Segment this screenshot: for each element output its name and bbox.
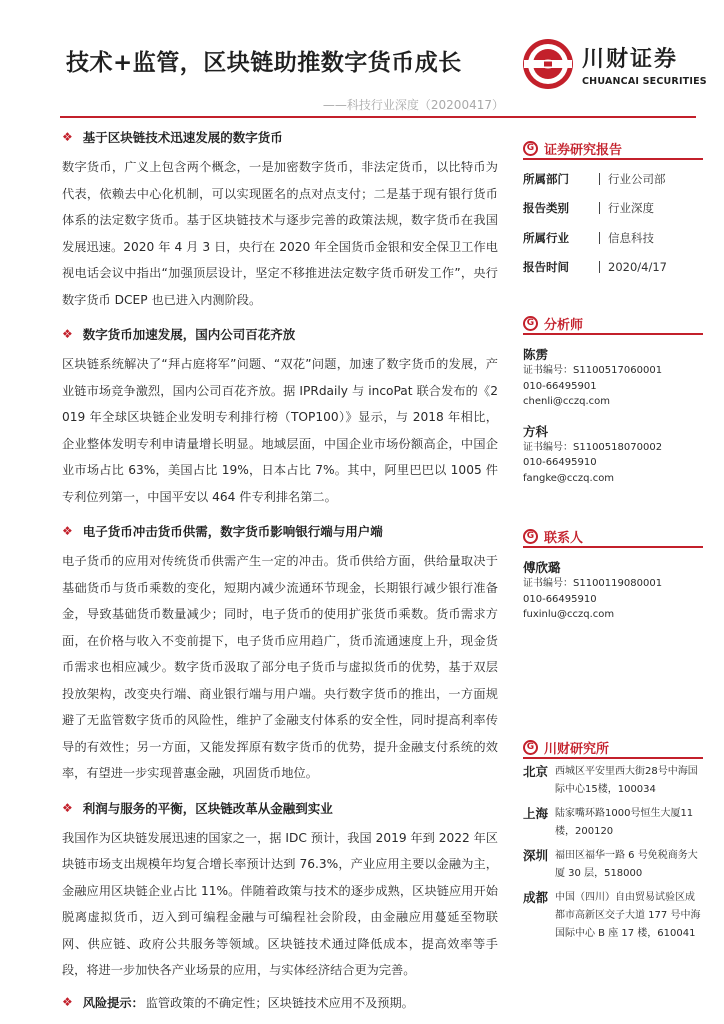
analyst-phone: 010-66495910	[523, 457, 597, 468]
section-heading-text: 利润与服务的平衡，区块链改革从金融到实业	[82, 800, 333, 816]
section-digital-currency	[62, 126, 498, 313]
institute-heading	[523, 737, 703, 759]
brand-badge-icon: G	[523, 316, 538, 331]
analyst-cert: 证书编号：S1100518070002	[523, 441, 663, 453]
report-subtitle: ——科技行业深度（20200417）	[322, 98, 504, 112]
section-profit-service	[62, 797, 498, 984]
section-heading	[62, 797, 498, 819]
section-paragraph: 区块链系统解决了“拜占庭将军”问题、“双花”问题，加速了数字货币的发展，产业链市场竞争激烈，国内公司百花齐放。据 IPRdaily 与 incoPat 联合发布的《2019 年全球区块链企业发明专利排行榜（TOP100）》显示，与 2018 年相比，企业整体发明专利申请量增长明显。地域层面，中国企业市场份额高企，中国企业市场占比 63%，美国占比 19%，日本占比 7%。其中，阿里巴巴以 1005 件专利位列第一，中国平安以 464 件专利排名第二。	[62, 357, 498, 504]
diamond-bullet-icon: ❖	[62, 524, 73, 538]
analyst-email[interactable]: fangke@cczq.com	[523, 472, 615, 484]
contact-email[interactable]: fuxinlu@cczq.com	[523, 609, 615, 620]
analyst-panel	[523, 313, 703, 486]
section-heading	[62, 520, 498, 542]
analyst-phone: 010-66495901	[523, 380, 597, 392]
section-paragraph: 我国作为区块链发展迅速的国家之一，据 IDC 预计，我国 2019 年到 2022 年区块链市场支出规模年均复合增长率预计达到 76.3%，产业应用主要以金融为主，金融应用区块链企业占比 11%。伴随着政策与技术的逐步成熟，区块链应用开始脱离虚拟货币，迈入到可编程金融与可编程社会阶段，由金融应用蔓延至物联网、供应链、政府公共服务等领域。区块链技术通过降低成本，提高效率等手段，将进一步加快各产业场景的应用，与实体经济结合更为完善。	[62, 830, 498, 977]
office-shenzhen: 深圳 福田区福华一路 6 号免税商务大厦 30 层，518000	[523, 848, 698, 879]
brand-badge-icon: G	[523, 740, 538, 755]
risk-warning	[62, 994, 498, 1011]
analyst-card	[523, 422, 703, 487]
report-info-title: 证券研究报告	[544, 142, 623, 158]
section-heading-text: 数字货币加速发展，国内公司百花齐放	[82, 327, 296, 342]
analyst-name: 陈雳	[523, 347, 549, 362]
chuancai-logo-icon	[522, 38, 574, 90]
info-row-date: 报告时间 2020/4/17	[523, 260, 667, 275]
section-heading-text: 电子货币冲击货币供需，数字货币影响银行端与用户端	[82, 524, 383, 539]
info-row-category: 报告类别 行业深度	[523, 201, 654, 216]
company-logo	[522, 36, 712, 96]
analyst-email[interactable]: chenli@cczq.com	[523, 396, 611, 407]
contact-panel	[523, 526, 703, 623]
risk-label: 风险提示：	[82, 995, 144, 1010]
brand-badge-icon: G	[523, 141, 538, 156]
contact-title: 联系人	[544, 530, 584, 546]
analyst-card	[523, 345, 703, 410]
diamond-bullet-icon: ❖	[62, 130, 73, 144]
header-divider	[60, 116, 696, 118]
diamond-bullet-icon: ❖	[62, 800, 73, 815]
office-chengdu: 成都 中国（四川）自由贸易试验区成都市高新区交子大道 177 号中海国际中心 B 座 17 楼，610041	[523, 890, 701, 939]
report-info-heading	[523, 138, 703, 160]
office-shanghai: 上海 陆家嘴环路1000号恒生大厦11楼，200120	[523, 806, 694, 837]
contact-card	[523, 558, 703, 623]
info-row-industry: 所属行业 信息科技	[523, 230, 654, 245]
institute-panel	[523, 737, 703, 943]
risk-text: 监管政策的不确定性；区块链技术应用不及预期。	[145, 995, 414, 1010]
section-paragraph: 数字货币，广义上包含两个概念，一是加密数字货币，非法定货币，以比特币为代表，依赖去中心化机制，可以实现匿名的点对点支付；二是基于现有银行货币体系的法定数字货币。基于区块链技术与逐步完善的政策法规，数字货币在我国发展迅速。2020 年 4 月 3 日，央行在 2020 年全国货币金银和安全保卫工作电视电话会议中指出“加强顶层设计，坚定不移推进法定数字货币研发工作”，央行数字货币 DCEP 也已进入内测阶段。	[62, 160, 498, 307]
contact-phone: 010-66495910	[523, 593, 597, 605]
diamond-bullet-icon: ❖	[62, 995, 73, 1009]
contact-name: 傅欣璐	[523, 560, 561, 575]
analyst-cert: 证书编号：S1100517060001	[523, 365, 663, 376]
institute-title: 川财研究所	[544, 741, 610, 757]
section-heading-text: 基于区块链技术迅速发展的数字货币	[82, 130, 283, 145]
logo-name-cn: 川财证券	[582, 47, 679, 72]
office-beijing: 北京 西城区平安里西大街28号中海国际中心15楼，100034	[523, 764, 698, 795]
section-paragraph: 电子货币的应用对传统货币供需产生一定的冲击。货币供给方面，供给量取决于基础货币与货币乘数的变化，短期内减少流通环节现金，长期银行减少银行准备金，导致基础货币数量减少；同时，电子货币的使用扩张货币乘数。货币需求方面，在价格与收入不变前提下，电子货币应用趋广，货币流通速度上升，现金货币需求也相应减少。数字货币汲取了部分电子货币与虚拟货币的优势，基于双层投放架构，改变央行端、商业银行端与用户端。央行数字货币的推出，一方面规避了无监管数字货币的风险性，维护了金融支付体系的安全性，同时提高利率传导的有效性；另一方面，又能发挥原有数字货币的优势，提升金融支付系统的效率，有望进一步实现普惠金融，巩固货币地位。	[62, 554, 498, 780]
section-industry-companies	[62, 323, 498, 510]
section-supply-demand	[62, 520, 498, 787]
analyst-heading	[523, 313, 703, 335]
analyst-name: 方科	[523, 423, 549, 439]
section-heading	[62, 126, 498, 148]
contact-heading	[523, 526, 703, 548]
info-row-department: 所属部门 行业公司部	[523, 171, 666, 186]
report-info-panel	[523, 138, 703, 282]
report-title: 技术+监管，区块链助推数字货币成长	[66, 50, 462, 76]
brand-badge-icon: G	[523, 529, 538, 544]
analyst-title: 分析师	[544, 317, 584, 333]
logo-name-en: CHUANCAI SECURITIES	[582, 76, 707, 87]
main-content	[62, 124, 498, 1011]
diamond-bullet-icon: ❖	[62, 327, 73, 341]
section-heading	[62, 323, 498, 345]
contact-cert: 证书编号：S1100119080001	[523, 578, 663, 589]
